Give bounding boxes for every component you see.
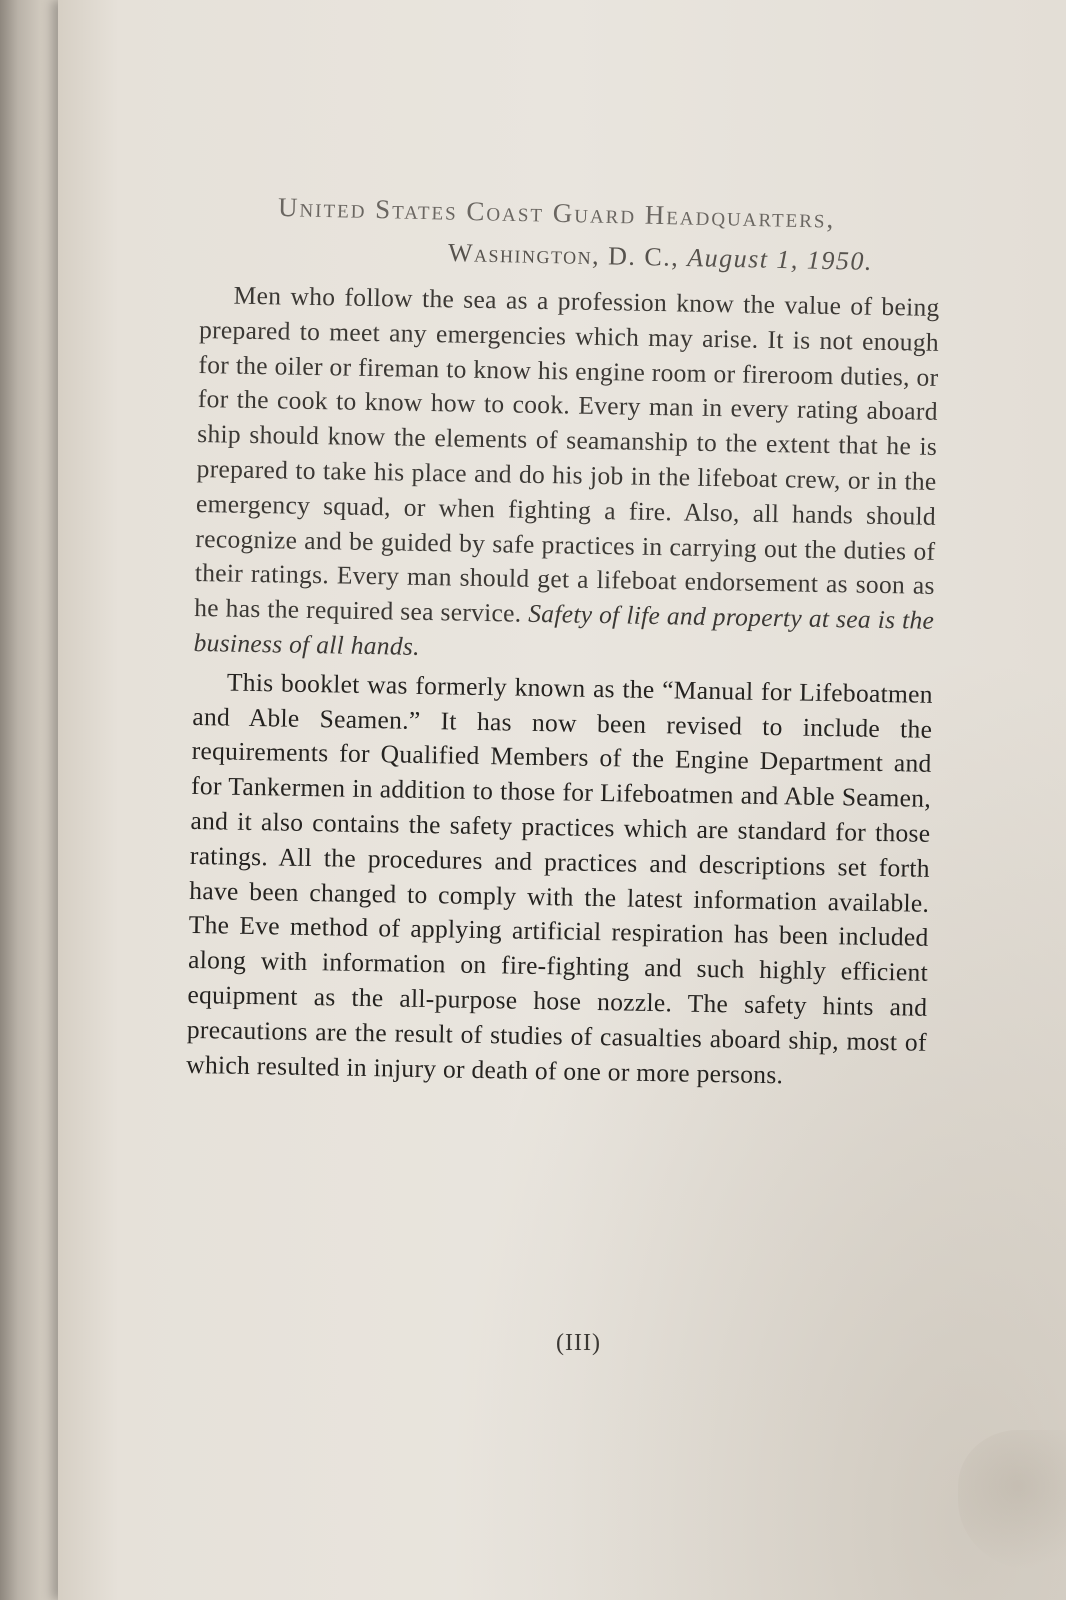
page-number: (III) [556, 1330, 601, 1356]
book-page [58, 0, 1066, 1600]
heading-place-date [448, 238, 969, 279]
paragraph-2: This booklet was formerly known as the “Manual for Lifeboatmen and Able Seamen.” It has now been revised to include the requirements for Qualified Members of the Engine Department and for Tankermen in addition to those for Lifeboatmen and Able Seamen, and it also contains the safety practices which are standard for those ratings. All the procedures and practices and descriptions set forth have been changed to comply with the latest information available. The Eve method of applying artificial respiration has been included along with information on fire-fighting and such highly efficient equipment as the all-purpose hose nozzle. The safety hints and precautions are the result of studies of casualties aboard ship, most of which resulted in injury or death of one or more persons. [186, 667, 934, 1089]
paragraph-1-main: Men who follow the sea as a profession know the value of being prepared to meet any emergencies which may arise. It is not enough for the oiler or fireman to know his engine room or fireroom duties, or for the cook to know how to cook. Every man in every rating aboard ship should know the elements of seamanship to the extent that he is prepared to take his place and do his job in the lifeboat crew, or in the emergency squad, or when fighting a fire. Also, all hands should recognize and be guided by safe practices in carrying out the duties of their ratings. Every man should get a lifeboat endorsement as soon as he has the required sea service. [193, 280, 940, 628]
heading-place: Washington, D. C., [447, 238, 680, 272]
heading-date: August 1, 1950. [686, 243, 874, 276]
page-stain [958, 1430, 1066, 1570]
body-text [186, 278, 940, 1095]
paragraph-1-emphasis: Safety of life and property at sea is the business of all hands. [193, 598, 935, 661]
paragraph-1 [193, 278, 940, 674]
heading-organization: United States Coast Guard Headquarters, [277, 192, 836, 234]
